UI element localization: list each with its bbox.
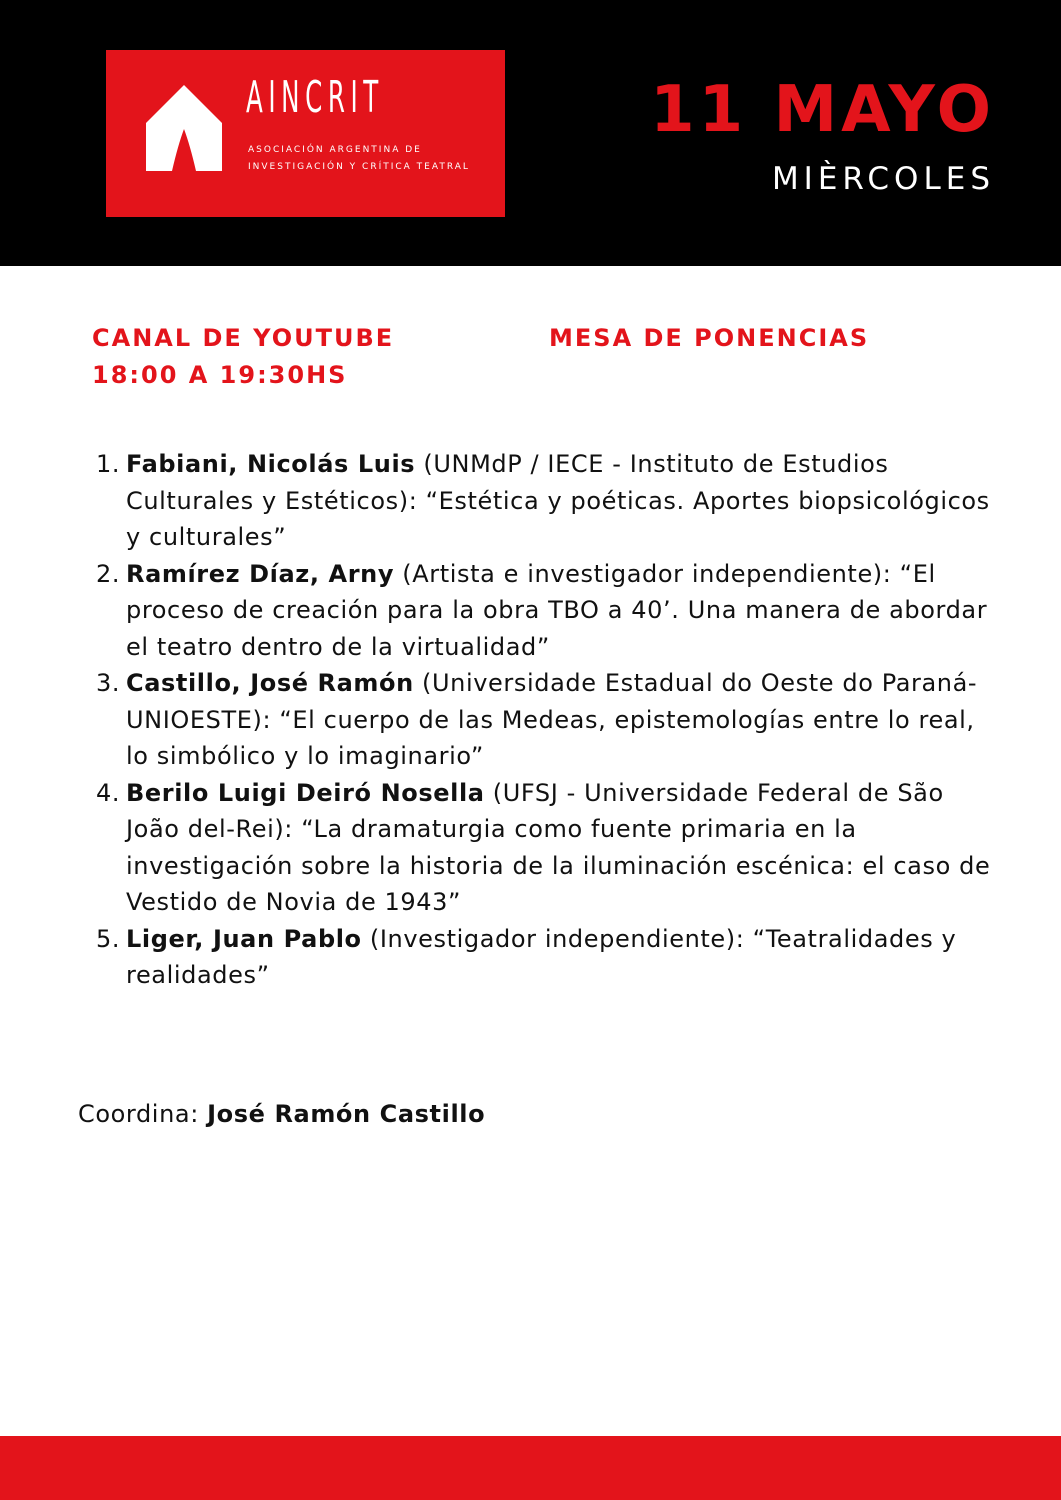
item-number: 1.: [96, 450, 121, 478]
list-item: [96, 556, 996, 666]
logo-subtitle-line2: INVESTIGACIÓN Y CRÍTICA TEATRAL: [248, 162, 470, 172]
channel-info: [92, 320, 394, 394]
talk-detail: (Investigador independiente): “Teatralidades y realidades”: [126, 924, 957, 989]
list-item: [96, 446, 996, 556]
time-label: 18:00 A 19:30HS: [92, 361, 348, 389]
talk-detail: (Artista e investigador independiente): “El proceso de creación para la obra TBO a 40’. Una manera de abordar el teatro dentro de la virtualidad”: [126, 559, 988, 661]
logo-subtitle: [248, 142, 470, 176]
item-number: 4.: [96, 778, 121, 807]
talk-author: Castillo, José Ramón: [126, 669, 414, 697]
coordinator-label: Coordina:: [78, 1100, 208, 1128]
talk-detail: (Universidade Estadual do Oeste do Paraná-UNIOESTE): “El cuerpo de las Medeas, epistemologías entre lo real, lo simbólico y lo imaginario”: [126, 669, 978, 770]
house-icon: [144, 83, 224, 173]
item-number: 2.: [96, 559, 121, 588]
coordinator: [78, 1100, 485, 1128]
item-number: 3.: [96, 669, 121, 697]
talk-detail: (UFSJ - Universidade Federal de São João del-Rei): “La dramaturgia como fuente primaria en la investigación sobre la historia de la iluminación escénica: el caso de Vestido de Novia de 1943”: [126, 778, 991, 916]
channel-label: CANAL DE YOUTUBE: [92, 324, 395, 352]
logo: [106, 50, 505, 217]
event-weekday: MIÈRCOLES: [771, 161, 995, 197]
event-date: 11 MAYO: [650, 73, 995, 147]
session-title: MESA DE PONENCIAS: [549, 324, 870, 352]
coordinator-name: José Ramón Castillo: [207, 1100, 486, 1128]
logo-subtitle-line1: ASOCIACIÓN ARGENTINA DE: [248, 145, 422, 155]
list-item: [96, 775, 996, 921]
list-item: [96, 665, 996, 775]
talk-detail: (UNMdP / IECE - Instituto de Estudios Culturales y Estéticos): “Estética y poéticas. Aportes biopsicológicos y culturales”: [126, 450, 990, 551]
logo-name: AINCRIT: [246, 72, 384, 123]
talk-author: Liger, Juan Pablo: [126, 924, 362, 953]
list-item: [96, 921, 996, 994]
talk-author: Ramírez Díaz, Arny: [126, 559, 395, 588]
talk-author: Berilo Luigi Deiró Nosella: [126, 778, 485, 807]
item-number: 5.: [96, 924, 121, 953]
talk-author: Fabiani, Nicolás Luis: [126, 450, 416, 478]
header-band: [0, 0, 1061, 266]
footer-band: [0, 1436, 1061, 1500]
talk-list: [96, 446, 996, 994]
